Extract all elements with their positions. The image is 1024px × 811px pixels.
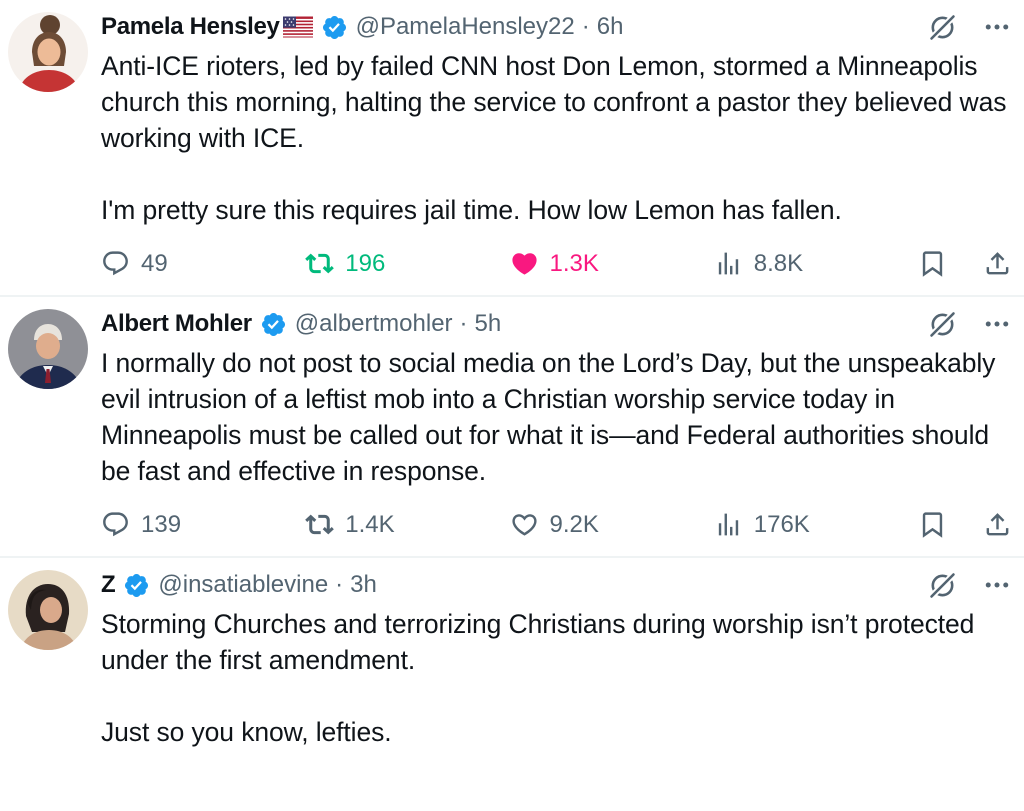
post-pamela-hensley[interactable] — [0, 0, 1024, 295]
avatar-z[interactable] — [8, 570, 88, 650]
post-action-bar — [101, 249, 1012, 295]
post-z-insatiablevine[interactable] — [0, 556, 1024, 750]
grok-slash-icon — [927, 570, 958, 601]
bookmark-icon — [918, 510, 947, 539]
repost-count: 1.4K — [345, 510, 395, 538]
user-handle[interactable]: @albertmohler — [294, 310, 453, 337]
grok-actions-button[interactable] — [927, 570, 958, 601]
meta-separator: · — [581, 13, 590, 40]
post-content — [101, 307, 1012, 556]
grok-slash-icon — [927, 12, 958, 43]
timestamp[interactable]: 3h — [350, 571, 377, 598]
share-button[interactable] — [983, 249, 1012, 278]
avatar-albert-mohler[interactable] — [8, 309, 88, 389]
more-menu-button[interactable] — [982, 309, 1012, 339]
reply-button[interactable] — [101, 249, 305, 278]
post-paragraph: Storming Churches and terrorizing Christians during worship isn’t protected under the first amendment. — [101, 609, 975, 675]
meta-separator: · — [459, 310, 468, 337]
avatar-photo — [8, 309, 88, 389]
post-content — [101, 10, 1012, 295]
post-paragraph: I'm pretty sure this requires jail time. How low Lemon has fallen. — [101, 195, 842, 225]
reply-count: 49 — [141, 249, 168, 277]
view-count: 8.8K — [753, 249, 804, 277]
like-icon-outline — [510, 510, 539, 539]
post-paragraph: Just so you know, lefties. — [101, 717, 392, 747]
reply-icon — [101, 510, 130, 539]
post-body — [101, 48, 1012, 228]
avatar-photo — [8, 12, 88, 92]
post-body — [101, 606, 1012, 750]
share-icon — [983, 510, 1012, 539]
post-paragraph: I normally do not post to social media on the Lord’s Day, but the unspeakably evil intrusion of a leftist mob into a Christian worship service today in Minneapolis must be called out for what it is—and Federal authorities should be fast and effective in response. — [101, 348, 996, 486]
meta-separator: · — [335, 571, 344, 598]
views-button[interactable] — [714, 510, 918, 539]
repost-count: 196 — [345, 249, 386, 277]
bookmark-icon — [918, 249, 947, 278]
reply-count: 139 — [141, 510, 182, 538]
display-name[interactable]: Z — [101, 571, 116, 598]
avatar-photo — [8, 570, 88, 650]
repost-icon — [305, 510, 334, 539]
timestamp[interactable]: 6h — [596, 13, 624, 40]
view-count: 176K — [753, 510, 810, 538]
more-menu-button[interactable] — [982, 12, 1012, 42]
post-header — [101, 568, 1012, 602]
bookmark-button[interactable] — [918, 249, 947, 278]
share-icon — [983, 249, 1012, 278]
views-button[interactable] — [714, 249, 918, 278]
user-handle[interactable]: @insatiablevine — [158, 571, 329, 598]
more-menu-button[interactable] — [982, 570, 1012, 600]
us-flag-icon — [283, 16, 313, 38]
grok-actions-button[interactable] — [927, 12, 958, 43]
like-icon-filled — [510, 249, 539, 278]
avatar-pamela-hensley[interactable] — [8, 12, 88, 92]
reply-icon — [101, 249, 130, 278]
verified-badge-icon — [123, 572, 150, 599]
verified-badge-icon — [260, 311, 287, 338]
post-header — [101, 307, 1012, 341]
more-ellipsis-icon — [982, 570, 1012, 600]
share-button[interactable] — [983, 510, 1012, 539]
like-button[interactable] — [510, 249, 714, 278]
more-ellipsis-icon — [982, 12, 1012, 42]
reply-button[interactable] — [101, 510, 305, 539]
grok-slash-icon — [927, 309, 958, 340]
grok-actions-button[interactable] — [927, 309, 958, 340]
post-header — [101, 10, 1012, 44]
post-content — [101, 568, 1012, 750]
post-body — [101, 345, 1012, 489]
repost-button[interactable] — [305, 249, 509, 278]
user-handle[interactable]: @PamelaHensley22 — [355, 13, 575, 40]
views-analytics-icon — [714, 249, 743, 278]
timestamp[interactable]: 5h — [474, 310, 502, 337]
like-button[interactable] — [510, 510, 714, 539]
display-name[interactable]: Pamela Hensley — [101, 13, 280, 40]
post-action-bar — [101, 510, 1012, 556]
display-name[interactable]: Albert Mohler — [101, 310, 252, 337]
repost-icon — [305, 249, 334, 278]
verified-badge-icon — [321, 14, 348, 41]
repost-button[interactable] — [305, 510, 509, 539]
bookmark-button[interactable] — [918, 510, 947, 539]
like-count: 9.2K — [549, 510, 599, 538]
post-paragraph: Anti-ICE rioters, led by failed CNN host Don Lemon, stormed a Minneapolis church this morning, halting the service to confront a pastor they believed was working with ICE. — [101, 51, 1007, 153]
like-count: 1.3K — [549, 249, 599, 277]
views-analytics-icon — [714, 510, 743, 539]
more-ellipsis-icon — [982, 309, 1012, 339]
post-albert-mohler[interactable] — [0, 295, 1024, 556]
